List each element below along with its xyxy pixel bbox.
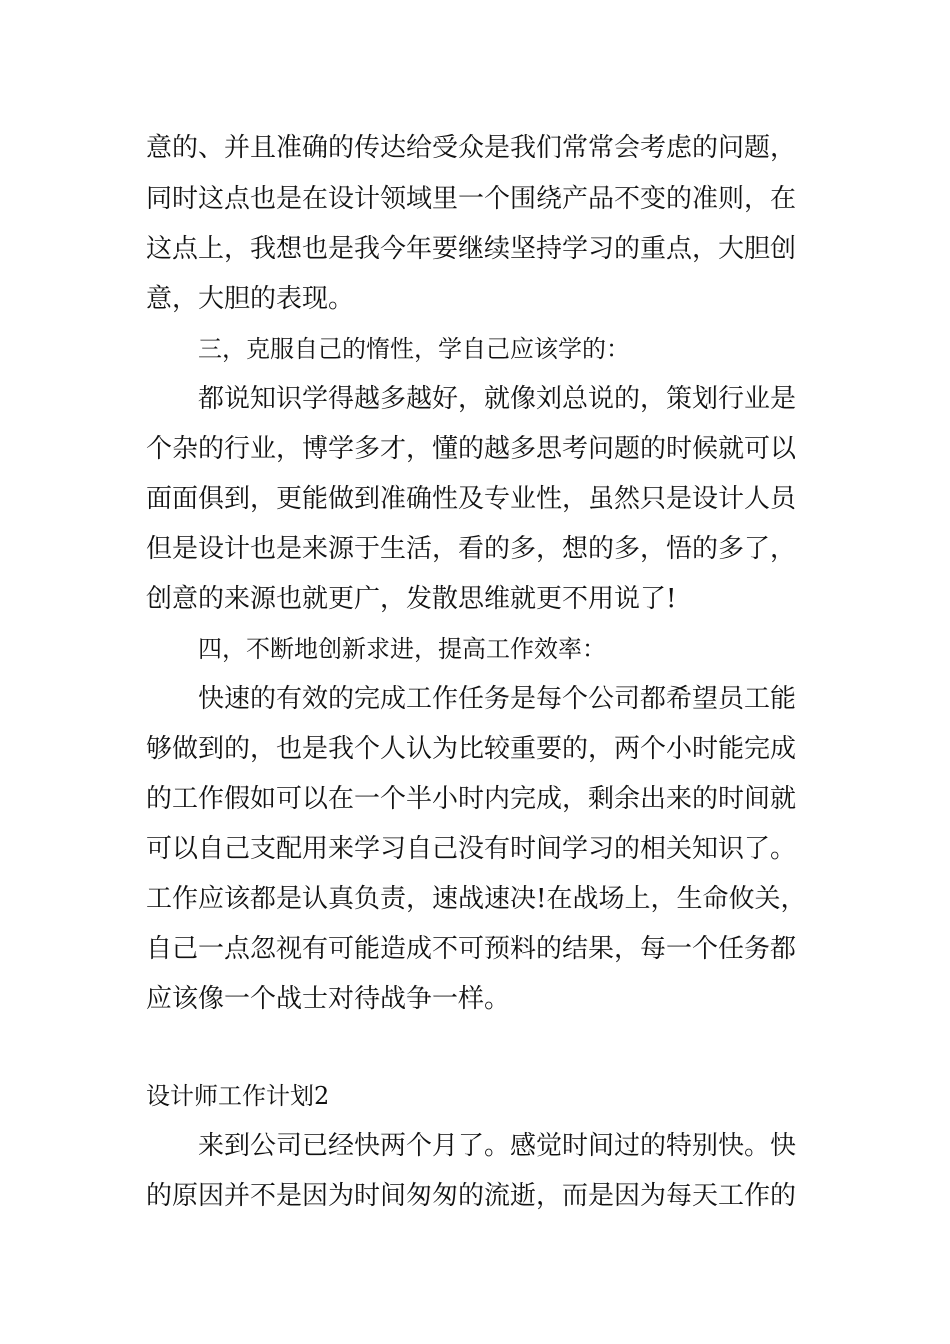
paragraph-line: 意，大胆的表现。 — [146, 284, 355, 314]
item-3-heading: 三，克服自己的惰性，学自己应该学的： — [198, 335, 630, 363]
paragraph-line: 可以自己支配用来学习自己没有时间学习的相关知识了。 — [146, 834, 797, 864]
section-title: 设计师工作计划2 — [146, 1082, 330, 1110]
paragraph-line: 够做到的，也是我个人认为比较重要的，两个小时能完成 — [146, 734, 797, 764]
paragraph-line: 的工作假如可以在一个半小时内完成，剩余出来的时间就 — [146, 784, 797, 814]
paragraph-line: 自己一点忽视有可能造成不可预料的结果，每一个任务都 — [146, 934, 797, 964]
item-4-heading: 四，不断地创新求进，提高工作效率： — [198, 635, 606, 663]
paragraph-line: 意的、并且准确的传达给受众是我们常常会考虑的问题， — [146, 133, 797, 163]
paragraph-line: 快速的有效的完成工作任务是每个公司都希望员工能 — [198, 684, 797, 714]
paragraph-line: 的原因并不是因为时间匆匆的流逝，而是因为每天工作的 — [146, 1181, 797, 1211]
paragraph-line: 来到公司已经快两个月了。感觉时间过的特别快。快 — [198, 1131, 797, 1161]
paragraph-line: 工作应该都是认真负责，速战速决!在战场上，生命攸关， — [146, 884, 807, 914]
paragraph-line: 面面俱到，更能做到准确性及专业性，虽然只是设计人员 — [146, 484, 797, 514]
paragraph-line: 这点上，我想也是我今年要继续坚持学习的重点，大胆创 — [146, 234, 797, 264]
paragraph-line: 都说知识学得越多越好，就像刘总说的，策划行业是 — [198, 384, 797, 414]
paragraph-line: 同时这点也是在设计领域里一个围绕产品不变的准则，在 — [146, 184, 797, 214]
paragraph-line: 个杂的行业，博学多才，懂的越多思考问题的时候就可以 — [146, 434, 797, 464]
paragraph-line: 但是设计也是来源于生活，看的多，想的多，悟的多了， — [146, 534, 797, 564]
paragraph-line: 应该像一个战士对待战争一样。 — [146, 984, 511, 1014]
paragraph-line: 创意的来源也就更广，发散思维就更不用说了! — [146, 584, 677, 614]
